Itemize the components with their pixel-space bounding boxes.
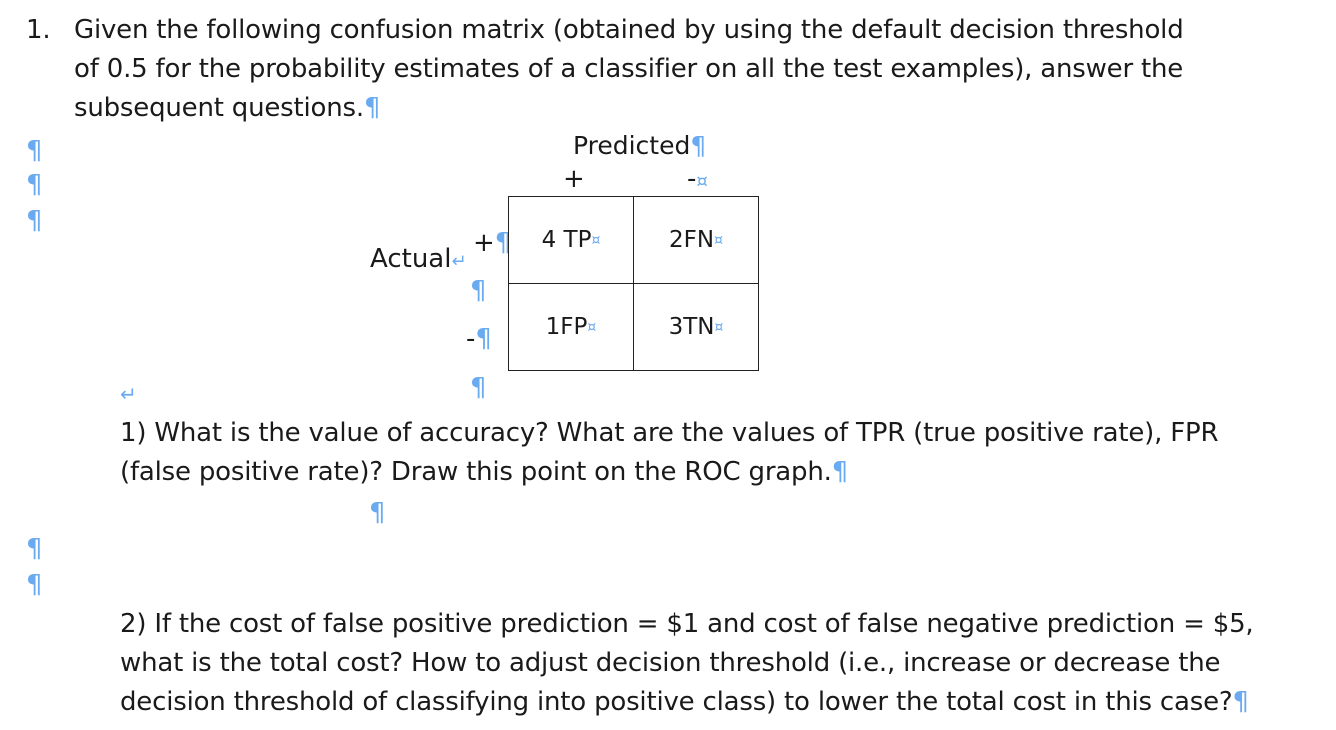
cell-marker-icon: ¤ [714, 319, 724, 336]
actual-header [370, 244, 467, 277]
paragraph-mark-icon: ¶ [470, 373, 487, 403]
cell-marker-icon: ¤ [587, 319, 597, 336]
matrix-row-negative [509, 284, 759, 371]
actual-minus-row [466, 324, 492, 354]
actual-minus: - [466, 324, 476, 354]
paragraph-mark-icon: ¶ [26, 534, 43, 564]
fp-value: 1FP [545, 314, 588, 340]
actual-plus-row [473, 228, 511, 258]
tp-value: 4 TP [541, 227, 592, 253]
question-2-line-2: what is the total cost? How to adjust decision threshold (i.e., increase or decrease the [120, 648, 1221, 678]
paragraph-mark-icon: ¶ [369, 498, 386, 528]
paragraph-mark-icon: ¶ [26, 136, 43, 166]
paragraph-mark-icon: ¶ [26, 570, 43, 600]
cell-true-negative [634, 284, 759, 371]
paragraph-mark-icon: ¶ [26, 170, 43, 200]
tn-value: 3TN [668, 314, 715, 340]
paragraph-mark-icon: ¶ [1232, 687, 1249, 717]
cell-false-positive [509, 284, 634, 371]
paragraph-mark-icon: ¶ [470, 276, 487, 306]
cell-marker-icon: ¤ [696, 171, 708, 192]
paragraph-mark-icon: ¶ [690, 131, 707, 160]
line-break-icon: ↵ [120, 382, 137, 406]
predicted-header [573, 131, 706, 161]
question-1-line-2: (false positive rate)? Draw this point on the ROC graph. [120, 457, 832, 487]
paragraph-mark-icon: ¶ [475, 324, 492, 354]
predicted-minus-header [687, 164, 708, 197]
question-2-line-1: 2) If the cost of false positive prediction = $1 and cost of false negative prediction = $5, [120, 609, 1254, 639]
paragraph-mark-icon: ¶ [26, 206, 43, 236]
fn-value: 2FN [669, 227, 715, 253]
actual-label: Actual [370, 244, 452, 274]
paragraph-mark-icon: ¶ [363, 93, 381, 123]
question-2-line-3-wrapper [120, 683, 1249, 721]
intro-line-3-wrapper [74, 89, 380, 127]
cell-marker-icon: ¤ [591, 232, 601, 249]
predicted-plus: + [563, 164, 585, 194]
question-2-line-3: decision threshold of classifying into positive class) to lower the total cost in this case? [120, 687, 1233, 717]
predicted-minus: - [687, 164, 697, 194]
intro-line-2: of 0.5 for the probability estimates of a classifier on all the test examples), answer the [74, 54, 1184, 84]
cell-true-positive [509, 197, 634, 284]
matrix-row-positive [509, 197, 759, 284]
confusion-matrix [508, 196, 759, 371]
item-number: 1. [26, 15, 51, 45]
intro-line-3: subsequent questions. [74, 93, 364, 123]
actual-plus: + [473, 228, 495, 258]
predicted-label: Predicted [573, 131, 691, 160]
cell-false-negative [634, 197, 759, 284]
cell-marker-icon: ¤ [714, 232, 723, 249]
question-1-line-1: 1) What is the value of accuracy? What are the values of TPR (true positive rate), FPR [120, 418, 1219, 448]
line-break-icon: ↵ [451, 251, 467, 272]
intro-line-1: Given the following confusion matrix (obtained by using the default decision threshold [74, 15, 1184, 45]
paragraph-mark-icon: ¶ [494, 228, 512, 258]
question-1-line-2-wrapper [120, 453, 848, 491]
paragraph-mark-icon: ¶ [831, 457, 849, 487]
